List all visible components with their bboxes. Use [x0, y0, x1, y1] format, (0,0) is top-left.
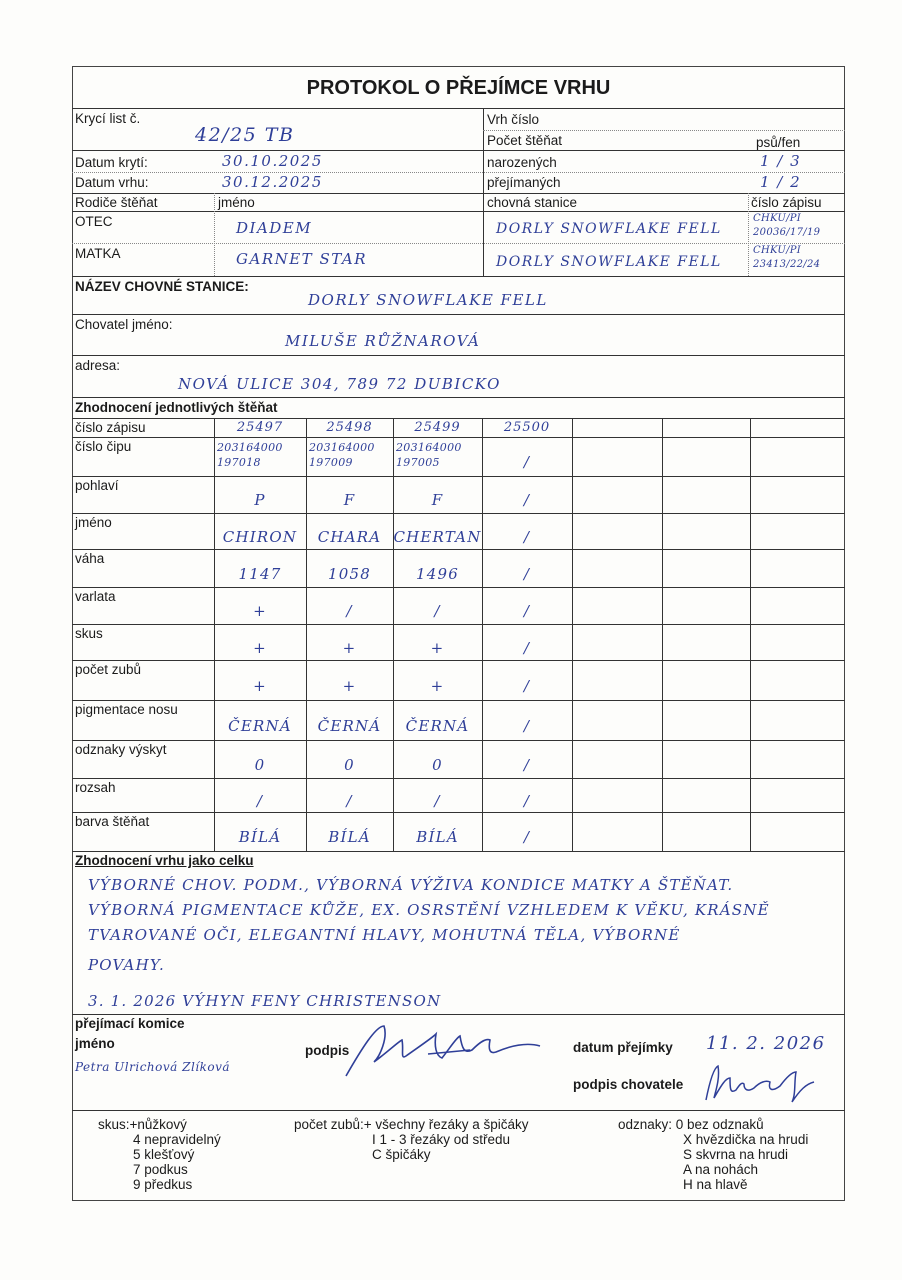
- narozenych-value: 1 / 3: [760, 152, 802, 170]
- puppy-cell: 25500: [503, 420, 551, 435]
- puppy-cell: ČERNÁ: [405, 716, 470, 735]
- divider: [72, 108, 845, 109]
- grid-column-line: [750, 418, 751, 851]
- matka-name: GARNET STAR: [236, 250, 368, 268]
- grid-column-line: [662, 418, 663, 851]
- page-title: PROTOKOL O PŘEJÍMCE VRHU: [306, 77, 611, 99]
- puppy-cell: /: [346, 791, 353, 810]
- puppy-cell: /: [523, 791, 531, 810]
- chovna-stanice-label: chovná stanice: [487, 195, 578, 210]
- litter-section-label: Zhodnocení vrhu jako celku: [75, 853, 254, 868]
- puppy-cell: +: [430, 676, 445, 695]
- pocet-stenat-label: Počet štěňat: [487, 133, 563, 148]
- litter-line: POVAHY.: [88, 956, 165, 974]
- grid-column-line: [214, 418, 215, 851]
- puppy-cell: +: [342, 676, 357, 695]
- puppy-row-label: varlata: [75, 589, 116, 604]
- psu-fen-label: psů/fen: [756, 135, 801, 150]
- legend-line: 7 podkus: [133, 1162, 188, 1177]
- adresa-label: adresa:: [75, 358, 121, 373]
- puppy-cell: CHIRON: [222, 527, 298, 546]
- puppy-cell: /: [523, 755, 531, 774]
- puppy-row-label: číslo čipu: [75, 439, 132, 454]
- puppy-cell: /: [523, 676, 531, 695]
- puppy-cell: 1496: [416, 564, 459, 583]
- matka-reg-line2: 23413/22/24: [753, 259, 821, 270]
- prejimanych-label: přejímaných: [487, 175, 561, 190]
- komise-names: Petra Ulrichová Zlíková: [75, 1060, 231, 1074]
- nazev-stanice-value: DORLY SNOWFLAKE FELL: [308, 291, 548, 309]
- puppy-row-label: jméno: [75, 515, 112, 530]
- divider: [72, 851, 845, 852]
- podpis-chovatele-label: podpis chovatele: [573, 1077, 684, 1092]
- puppy-cell: ČERNÁ: [317, 716, 382, 735]
- puppy-cell: F: [431, 491, 444, 509]
- chovatel-label: Chovatel jméno:: [75, 317, 173, 332]
- legend-line: skus:+nůžkový: [98, 1117, 187, 1132]
- puppy-cell: /: [523, 828, 531, 846]
- puppy-row-label: číslo zápisu: [75, 420, 146, 435]
- cislo-zapisu-header-label: číslo zápisu: [751, 195, 822, 210]
- grid-column-line: [482, 418, 483, 851]
- otec-reg-line2: 20036/17/19: [753, 227, 821, 238]
- divider: [72, 243, 845, 244]
- puppy-cell: 25499: [414, 420, 461, 435]
- grid-row-line: [72, 549, 845, 550]
- matka-label: MATKA: [75, 246, 121, 261]
- datum-vrhu-value: 30.12.2025: [222, 173, 323, 191]
- grid-row-line: [72, 812, 845, 813]
- puppy-cell: BÍLÁ: [238, 828, 282, 846]
- puppy-cell: /: [523, 491, 531, 509]
- grid-row-line: [72, 660, 845, 661]
- vrh-cislo-label: Vrh číslo: [487, 112, 540, 127]
- puppy-cell: 25497: [236, 420, 284, 435]
- puppy-cell: +: [342, 638, 357, 657]
- puppy-row-label: rozsah: [75, 780, 116, 795]
- puppy-cell: 0: [432, 755, 443, 774]
- puppy-cell: CHERTAN: [393, 527, 482, 546]
- grid-column-line: [393, 418, 394, 851]
- puppy-cell: /: [523, 638, 531, 657]
- litter-line: VÝBORNÁ PIGMENTACE KŮŽE, EX. OSRSTĚNÍ VZHLEDEM K VĚKU, KRÁSNĚ: [88, 901, 770, 919]
- narozenych-label: narozených: [487, 155, 557, 170]
- grid-row-line: [72, 513, 845, 514]
- puppy-cell: 25498: [326, 420, 373, 435]
- puppy-cell: P: [254, 491, 266, 509]
- legend-line: 5 klešťový: [133, 1147, 195, 1162]
- divider: [748, 193, 749, 276]
- datum-kryti-value: 30.10.2025: [222, 152, 323, 170]
- nazev-stanice-label: NÁZEV CHOVNÉ STANICE:: [75, 279, 249, 294]
- divider: [72, 397, 845, 398]
- puppy-cell: F: [343, 491, 356, 509]
- divider: [72, 150, 845, 151]
- jmeno-header-label: jméno: [218, 195, 255, 210]
- kryci-list-value: 42/25 TB: [195, 124, 295, 146]
- puppy-cell: +: [430, 638, 445, 657]
- adresa-value: NOVÁ ULICE 304, 789 72 DUBICKO: [178, 375, 501, 393]
- legend-line: A na nohách: [683, 1162, 759, 1177]
- divider: [72, 1014, 845, 1015]
- puppy-row-label: pigmentace nosu: [75, 702, 178, 717]
- divider: [72, 314, 845, 315]
- grid-row-line: [72, 700, 845, 701]
- puppy-cell: 0: [254, 755, 266, 774]
- datum-vrhu-label: Datum vrhu:: [75, 175, 149, 190]
- puppy-cell: 1058: [328, 564, 371, 583]
- podpis-label: podpis: [305, 1043, 350, 1058]
- grid-column-line: [306, 418, 307, 851]
- otec-label: OTEC: [75, 214, 113, 229]
- puppy-row-label: barva štěňat: [75, 814, 150, 829]
- puppy-cell: /: [523, 602, 531, 620]
- puppy-cell: 0: [344, 755, 355, 774]
- litter-line: 3. 1. 2026 VÝHYN FENY CHRISTENSON: [88, 992, 442, 1010]
- divider: [483, 108, 484, 276]
- prejimanych-value: 1 / 2: [760, 173, 802, 191]
- puppy-row-label: počet zubů: [75, 662, 142, 677]
- puppy-cell: +: [253, 638, 267, 657]
- puppy-cell: ČERNÁ: [228, 716, 292, 735]
- puppy-cell: 1147: [238, 564, 282, 583]
- puppy-cell: /: [523, 453, 531, 471]
- kryci-list-label: Krycí list č.: [75, 111, 141, 126]
- grid-row-line: [72, 778, 845, 779]
- puppy-cell: /: [346, 602, 353, 620]
- committee-signature: [340, 1020, 550, 1080]
- puppy-cell: CHARA: [317, 527, 382, 546]
- grid-row-line: [72, 740, 845, 741]
- puppy-cell: 203164000 197009: [309, 441, 375, 469]
- grid-row-line: [72, 587, 845, 588]
- grid-row-line: [72, 476, 845, 477]
- datum-kryti-label: Datum krytí:: [75, 155, 148, 170]
- divider: [72, 1110, 845, 1111]
- litter-line: TVAROVANÉ OČI, ELEGANTNÍ HLAVY, MOHUTNÁ TĚLA, VÝBORNÉ: [88, 926, 681, 944]
- puppy-cell: 203164000 197005: [396, 441, 462, 469]
- puppy-cell: BÍLÁ: [416, 828, 459, 846]
- puppy-cell: 203164000 197018: [217, 441, 283, 469]
- puppy-cell: BÍLÁ: [328, 828, 371, 846]
- puppy-row-label: skus: [75, 626, 103, 641]
- puppy-cell: /: [256, 791, 264, 810]
- puppy-cell: /: [523, 527, 531, 546]
- breeder-signature: [700, 1060, 830, 1105]
- rodice-label: Rodiče štěňat: [75, 195, 158, 210]
- puppy-cell: +: [253, 676, 267, 695]
- legend-line: H na hlavě: [683, 1177, 748, 1192]
- divider: [214, 193, 215, 276]
- puppy-cell: +: [253, 602, 267, 620]
- puppy-cell: /: [523, 716, 531, 735]
- legend-line: C špičáky: [372, 1147, 431, 1162]
- legend-line: 9 předkus: [133, 1177, 193, 1192]
- otec-reg-line1: CHKU/PI: [753, 213, 802, 224]
- puppy-row-label: odznaky výskyt: [75, 742, 167, 757]
- puppy-row-label: pohlaví: [75, 478, 119, 493]
- legend-line: 4 nepravidelný: [133, 1132, 221, 1147]
- matka-reg-line1: CHKU/PI: [753, 245, 802, 256]
- divider: [72, 418, 845, 419]
- divider: [483, 130, 845, 131]
- puppy-cell: /: [434, 791, 441, 810]
- grid-row-line: [72, 437, 845, 438]
- komise-label: přejímací komice: [75, 1016, 185, 1031]
- legend-line: počet zubů:+ všechny řezáky a špičáky: [294, 1117, 529, 1132]
- legend-line: odznaky: 0 bez odznaků: [618, 1117, 764, 1132]
- grid-column-line: [572, 418, 573, 851]
- otec-kennel: DORLY SNOWFLAKE FELL: [496, 221, 722, 237]
- legend-line: I 1 - 3 řezáky od středu: [372, 1132, 511, 1147]
- litter-line: VÝBORNÉ CHOV. PODM., VÝBORNÁ VÝŽIVA KONDICE MATKY A ŠTĚŇAT.: [88, 876, 734, 894]
- legend-line: S skvrna na hrudi: [683, 1147, 789, 1162]
- matka-kennel: DORLY SNOWFLAKE FELL: [496, 254, 722, 270]
- puppies-section-label: Zhodnocení jednotlivých štěňat: [75, 400, 278, 415]
- divider: [72, 276, 845, 277]
- komise-jmeno-label: jméno: [75, 1036, 115, 1051]
- grid-row-line: [72, 624, 845, 625]
- divider: [72, 193, 845, 194]
- datum-prejimky-label: datum přejímky: [573, 1040, 673, 1055]
- chovatel-value: MILUŠE RŮŽNAROVÁ: [285, 332, 481, 350]
- puppy-cell: /: [523, 564, 531, 583]
- puppy-row-label: váha: [75, 551, 105, 566]
- otec-name: DIADEM: [236, 219, 313, 237]
- datum-prejimky-value: 11. 2. 2026: [706, 1033, 826, 1054]
- legend-line: X hvězdička na hrudi: [683, 1132, 809, 1147]
- divider: [72, 211, 845, 212]
- divider: [72, 172, 845, 173]
- divider: [72, 355, 845, 356]
- puppy-cell: /: [434, 602, 441, 620]
